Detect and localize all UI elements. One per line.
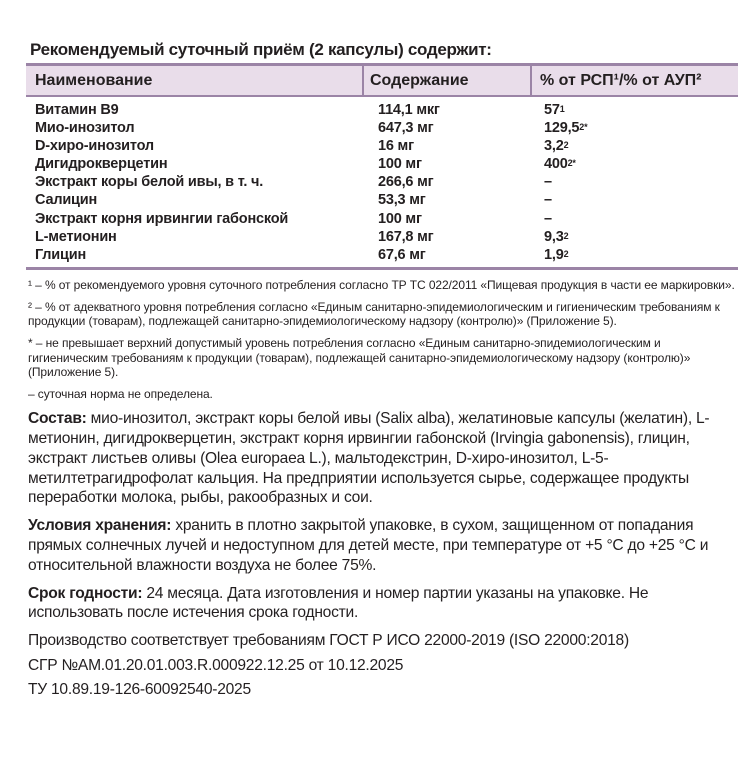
table-header-row xyxy=(26,66,738,97)
ingredient-name: Глицин xyxy=(35,246,87,263)
percent-value: 400 xyxy=(544,156,568,173)
composition-label: Состав: xyxy=(28,410,87,428)
ingredient-amount: 16 мг xyxy=(378,138,414,155)
percent-value: – xyxy=(544,174,552,191)
specification-line: ТУ 10.89.19-126-60092540-2025 xyxy=(28,681,251,699)
standard-line: Производство соответствует требованиям ГОСТ Р ИСО 22000-2019 (ISO 22000:2018) xyxy=(28,632,629,650)
table-row xyxy=(26,119,738,137)
ingredient-name: Мио-инозитол xyxy=(35,120,135,137)
footnotes xyxy=(26,278,738,401)
header-name: Наименование xyxy=(35,71,153,89)
table-row xyxy=(26,210,738,228)
nutrition-table xyxy=(26,63,738,270)
footnote-mark: 2* xyxy=(567,158,576,169)
storage-paragraph xyxy=(28,516,738,575)
footnote-dash: – суточная норма не определена. xyxy=(28,387,213,402)
ingredient-name: Салицин xyxy=(35,192,98,209)
ingredient-percent xyxy=(530,228,738,246)
footnote-mark: 2 xyxy=(563,248,569,259)
table-body xyxy=(26,97,738,267)
composition-text: мио-инозитол, экстракт коры белой ивы (Salix alba), желатиновые капсулы (желатин), L-метионин, дигидрокверцетин, экстракт корня ирвингии габонской (Irvingia gabonensis), глицин, экстракт листьев оливы (Olea europaea L.), мальтодекстрин, D-хиро-инозитол, L-5-метилтетрагидрофолат кальция. На предприятии используется сырье, содержащее продукты переработки молока, рыбы, ракообразных и сои. xyxy=(28,410,710,507)
ingredient-amount: 53,3 мг xyxy=(378,192,426,209)
table-row xyxy=(26,101,738,119)
table-row xyxy=(26,228,738,246)
ingredient-percent xyxy=(530,119,738,137)
ingredient-percent xyxy=(530,137,738,155)
ingredient-name: Витамин B9 xyxy=(35,102,119,118)
footnote-mark: 2* xyxy=(579,122,588,133)
table-row xyxy=(26,246,738,264)
ingredient-name: D-хиро-инозитол xyxy=(35,138,154,155)
ingredient-amount: 100 мг xyxy=(378,210,422,227)
ingredient-name: Дигидрокверцетин xyxy=(35,156,168,173)
label-document xyxy=(26,40,738,705)
footnote-1: ¹ – % от рекомендуемого уровня суточного потребления согласно ТР ТС 022/2011 «Пищевая продукция в части ее маркировки». xyxy=(28,277,735,292)
footnote-2: ² – % от адекватного уровня потребления согласно «Единым санитарно-эпидемиологическим и гигиеническим требованиям к продукции (товарам), подлежащей санитарно-эпидемиологическому надзору (контролю)» (Приложение 5). xyxy=(28,300,720,329)
ingredient-percent xyxy=(530,155,738,173)
percent-value: – xyxy=(544,210,552,227)
storage-label: Условия хранения: xyxy=(28,517,172,535)
ingredient-amount: 100 мг xyxy=(378,156,422,173)
table-row xyxy=(26,137,738,155)
table-row xyxy=(26,191,738,209)
percent-value: 9,3 xyxy=(544,228,564,245)
shelf-life-label: Срок годности: xyxy=(28,584,143,602)
table-row xyxy=(26,173,738,191)
ingredient-amount: 67,6 мг xyxy=(378,246,426,263)
ingredient-percent xyxy=(530,191,738,209)
registration-line: СГР №АМ.01.20.01.003.R.000922.12.25 от 10.12.2025 xyxy=(28,656,404,674)
ingredient-amount: 647,3 мг xyxy=(378,120,434,137)
ingredient-amount: 167,8 мг xyxy=(378,228,434,245)
ingredient-amount: 114,1 мкг xyxy=(378,102,440,118)
header-percent: % от РСП¹/% от АУП² xyxy=(530,66,738,95)
composition-paragraph xyxy=(28,409,738,508)
table-row xyxy=(26,155,738,173)
ingredient-percent xyxy=(530,210,738,228)
ingredient-name: L-метионин xyxy=(35,228,117,245)
header-amount: Содержание xyxy=(362,66,530,95)
shelf-life-paragraph xyxy=(28,584,738,624)
percent-value: 129,5 xyxy=(544,120,580,137)
ingredient-percent xyxy=(530,246,738,264)
storage-text: хранить в плотно закрытой упаковке, в сухом, защищенном от попадания прямых солнечных лучей и недоступном для детей месте, при температуре от +5 °С до +25 °С и относительной влажности воздуха не более 75%. xyxy=(28,517,709,574)
ingredient-percent xyxy=(530,173,738,191)
ingredient-name: Экстракт корня ирвингии габонской xyxy=(35,210,289,227)
ingredient-amount: 266,6 мг xyxy=(378,174,434,191)
footnote-star: * – не превышает верхний допустимый уровень потребления согласно «Единым санитарно-эпидемиологическим и гигиеническим требованиям к продукции (товарам), подлежащей санитарно-эпидемиологическому надзору (контролю)» (Приложение 5). xyxy=(28,336,691,379)
footnote-mark: 2 xyxy=(563,230,569,241)
ingredient-name: Экстракт коры белой ивы, в т. ч. xyxy=(35,174,264,191)
percent-value: 1,9 xyxy=(544,246,564,263)
percent-value: – xyxy=(544,192,552,209)
table-heading: Рекомендуемый суточный приём (2 капсулы) содержит: xyxy=(30,40,492,59)
shelf-life-text: 24 месяца. Дата изготовления и номер партии указаны на упаковке. Не использовать после истечения срока годности. xyxy=(28,584,649,622)
footnote-mark: 2 xyxy=(563,140,569,151)
percent-value: 57 xyxy=(544,102,560,118)
percent-value: 3,2 xyxy=(544,138,564,155)
ingredient-percent xyxy=(530,101,738,119)
footnote-mark: 1 xyxy=(559,104,565,114)
